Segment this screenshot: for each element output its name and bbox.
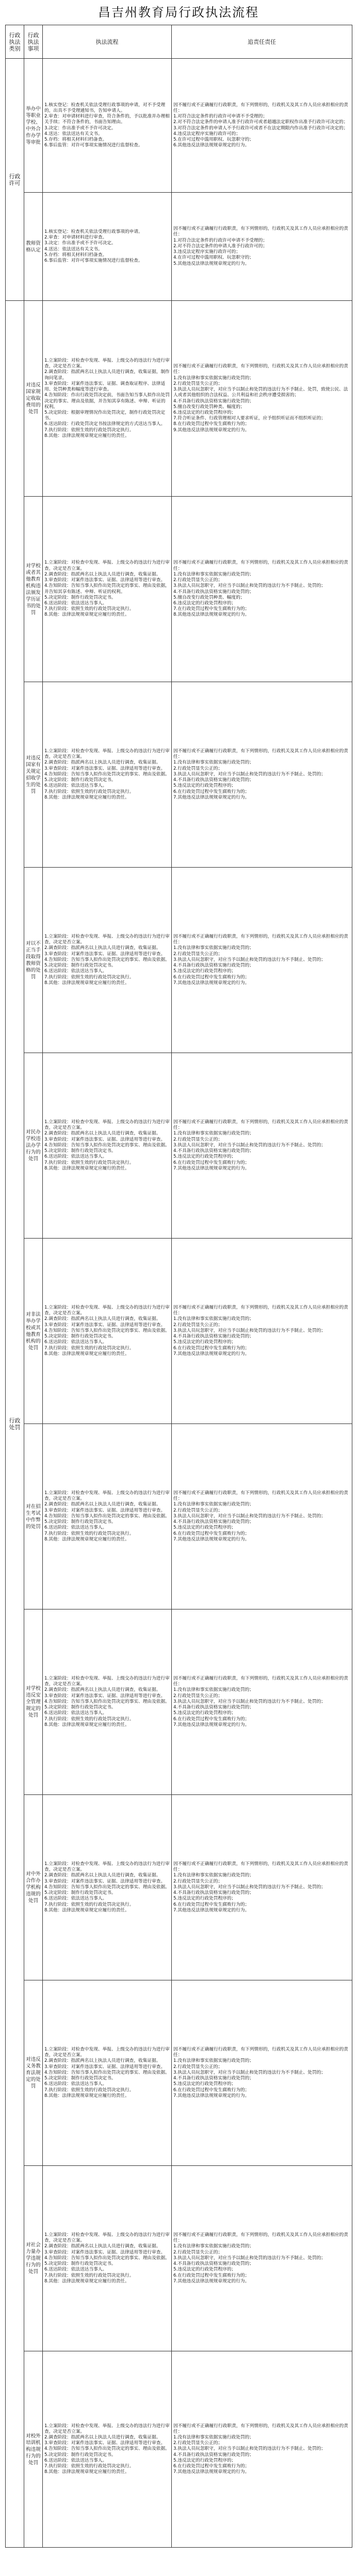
responsibility-clause: 5.违反法定的行政处罚程序的； bbox=[173, 1896, 236, 1902]
responsibility-clause: 4.不具备行政执法资格实施行政处罚的； bbox=[173, 2261, 254, 2267]
flow-step: 4.告知阶段：告知当事人拟作出处罚决定的事实、理由及依据，并告知其享有陈述、申辩、听证的权利。 bbox=[44, 583, 170, 595]
responsibility-clause: 7.在行政处罚过程中发生腐败行为的； bbox=[173, 606, 250, 612]
flow-step: 7.执行阶段：依照生效的行政处罚决定执行。 bbox=[44, 974, 134, 980]
responsibility-clause: 6.在行政处罚过程中发生腐败行为的； bbox=[173, 1902, 250, 1907]
responsibility-clause: 5.违反法定的行政处罚程序的； bbox=[173, 2081, 236, 2087]
responsibility-clause: 3.执法人员玩忽职守，对应当予以制止和处罚的违法行为不予制止、处罚的； bbox=[173, 1699, 326, 1704]
responsibility-clause: 3.对符合法定条件的申请人不予行政许可或者不在法定期限内作出准予行政许可决定的； bbox=[173, 125, 348, 131]
flow-step: 1.立案阶段：对检查中发现、举报、上级交办的违法行为进行审查，决定是否立案。 bbox=[44, 2232, 170, 2244]
flow-cell bbox=[43, 868, 172, 1053]
flow-step: 4.告知阶段：告知当事人拟作出处罚决定的事实、理由及依据。 bbox=[44, 1328, 170, 1333]
responsibility-cell bbox=[172, 59, 352, 193]
flow-step: 8.其他：法律法规规章规定应履行的责任。 bbox=[44, 2093, 129, 2098]
table-row bbox=[6, 1609, 352, 1795]
responsibility-clause: 5.在许可过程中滥用职权、玩忽职守的； bbox=[173, 137, 254, 142]
flow-step: 6.事后监管：对许可事项实施情况进行监督检查。 bbox=[44, 258, 143, 263]
flow-step: 2.调查阶段：指派两名以上执法人员进行调查，收集证据。 bbox=[44, 1502, 161, 1507]
responsibility-clause: 2.行政处罚显失公正的； bbox=[173, 1878, 223, 1884]
item-name-cell: 举办中等职业学校、中外合作办学等审批 bbox=[24, 59, 43, 193]
responsibility-clause: 2.行政处罚显失公正的； bbox=[173, 578, 223, 583]
flow-step: 8.其他：法律法规规章规定应履行的责任。 bbox=[44, 612, 129, 618]
responsibility-clause: 3.违反法定程序实施行政许可的； bbox=[173, 249, 240, 255]
flow-step: 4.告知阶段：告知当事人拟作出处罚决定的事实、理由及依据。 bbox=[44, 1699, 170, 1704]
flow-step: 3.审查阶段：对案件违法事实、证据、法律适用等进行审查。 bbox=[44, 1693, 166, 1699]
flow-step: 6.送达阶段：依法送达当事人。 bbox=[44, 1710, 107, 1716]
responsibility-clause: 3.执法人员玩忽职守，对应当予以制止和处罚的违法行为不予制止、处罚的； bbox=[173, 2255, 326, 2261]
responsibility-clause: 3.执法人员玩忽职守，对应当予以制止和处罚的违法行为不予制止、处罚的； bbox=[173, 1513, 326, 1519]
responsibility-cell bbox=[172, 497, 352, 682]
flow-step: 5.存档：将相关材料归档备查。 bbox=[44, 252, 107, 258]
flow-step: 2.调查阶段：指派两名以上执法人员进行调查，收集证据，制作询问笔录。 bbox=[44, 369, 170, 381]
responsibility-clause: 3.执法人员玩忽职守，对应当予以制止和处罚的违法行为不予制止、处罚的； bbox=[173, 2446, 326, 2452]
responsibility-clause: 4.不具备行政执法资格实施行政处罚的； bbox=[173, 777, 254, 783]
flow-step: 4.告知阶段：作出行政处罚决定前，书面告知当事人拟作出处罚决定的事实、理由及依据，并告知其享有陈述、申辩、听证的权利。 bbox=[44, 393, 170, 410]
responsibility-clause: 6.其他违反法律法规规章规定的行为。 bbox=[173, 143, 250, 148]
flow-step: 7.执行阶段：依照生效的行政处罚决定执行。 bbox=[44, 1531, 134, 1536]
flow-cell bbox=[43, 1239, 172, 1424]
flow-step: 5.决定阶段：制作行政处罚决定书。 bbox=[44, 1148, 116, 1154]
responsibility-clause: 2.行政处罚显失公正的； bbox=[173, 1507, 223, 1513]
responsibility-cell bbox=[172, 1053, 352, 1239]
flow-step: 8.其他：法律法规规章规定应履行的责任。 bbox=[44, 2278, 129, 2284]
flow-step: 8.其他：法律法规规章规定应履行的责任。 bbox=[44, 1536, 129, 1542]
flow-step: 1.立案阶段：对检查中发现、举报、上级交办的违法行为进行审查，决定是否立案。 bbox=[44, 934, 170, 945]
responsibility-clause: 7.其他违反法律法规规章规定的行为。 bbox=[173, 2469, 250, 2475]
responsibility-clause: 因不履行或不正确履行行政职责，有下列情形的，行政机关及其工作人员应承担相应的责任： bbox=[173, 934, 348, 945]
flow-step: 8.其他：法律法规规章规定应履行的责任。 bbox=[44, 2469, 129, 2475]
header-category: 行政执法类别 bbox=[6, 25, 24, 59]
flow-step: 8.其他：法律法规规章规定应履行的责任。 bbox=[44, 1351, 129, 1357]
flow-step: 1.立案阶段：对检查中发现、举报、上级交办的违法行为进行审查，决定是否立案。 bbox=[44, 2047, 170, 2058]
flow-step: 4.告知阶段：告知当事人拟作出处罚决定的事实、理由及依据。 bbox=[44, 771, 170, 777]
flow-step: 1.核实登记：检查机关依法受理行政事项的申请。 bbox=[44, 229, 143, 234]
flow-step: 1.立案阶段：对检查中发现、举报、上级交办的违法行为进行审查，决定是否立案。 bbox=[44, 1120, 170, 1131]
table-row bbox=[6, 2166, 352, 2351]
flow-step: 1.核实登记：检查机关依法受理行政事项的申请，对不予受理的，出具不予受理通知书，告知申请人。 bbox=[44, 102, 166, 113]
flow-cell bbox=[43, 59, 172, 193]
flow-step: 6.送达阶段：行政处罚决定书按法律规定的方式送达当事人。 bbox=[44, 421, 166, 427]
responsibility-cell bbox=[172, 2166, 352, 2351]
flow-cell bbox=[43, 193, 172, 301]
flow-step: 7.执行阶段：依照生效的行政处罚决定执行。 bbox=[44, 427, 134, 433]
responsibility-clause: 6.在行政处罚过程中发生腐败行为的； bbox=[173, 2087, 250, 2093]
flow-step: 7.执行阶段：依照生效的行政处罚决定执行。 bbox=[44, 606, 134, 612]
responsibility-clause: 7.符合听证条件、行政管理相对人要求听证，应予组织听证而不组织听证的； bbox=[173, 416, 326, 421]
table-row bbox=[6, 1980, 352, 2166]
item-name-cell: 对违反国家有关规定招收学生的处罚 bbox=[24, 682, 43, 868]
flow-step: 6.送达阶段：依法送达当事人。 bbox=[44, 2458, 107, 2463]
flow-step: 2.调查阶段：指派两名以上执法人员进行调查，收集证据。 bbox=[44, 1316, 161, 1322]
table-row bbox=[6, 59, 352, 193]
responsibility-clause: 1.没有法律和事实依据实施行政处罚的； bbox=[173, 2244, 254, 2249]
item-name-cell: 对校外培训机构违规行为的处罚 bbox=[24, 2351, 43, 2548]
responsibility-clause: 6.在行政处罚过程中发生腐败行为的； bbox=[173, 2464, 250, 2469]
flow-step: 1.立案阶段：对检查中发现、举报、上级交办的违法行为进行审查，决定是否立案。 bbox=[44, 358, 170, 369]
responsibility-clause: 1.没有法律和事实依据实施行政处罚的； bbox=[173, 1687, 254, 1693]
flow-step: 8.其他：法律法规规章规定应履行的责任。 bbox=[44, 1165, 129, 1171]
flow-step: 7.执行阶段：依照生效的行政处罚决定执行。 bbox=[44, 2464, 134, 2469]
flow-step: 7.执行阶段：依照生效的行政处罚决定执行。 bbox=[44, 1345, 134, 1351]
flow-step: 2.审查：对申请材料进行审查。 bbox=[44, 235, 107, 241]
header-responsibility: 追责任责任 bbox=[172, 25, 352, 59]
flow-cell bbox=[43, 1053, 172, 1239]
flow-step: 1.立案阶段：对检查中发现、举报、上级交办的违法行为进行审查，决定是否立案。 bbox=[44, 749, 170, 760]
flow-step: 3.审查阶段：对案件违法事实、证据、法律适用等进行审查。 bbox=[44, 2064, 166, 2070]
responsibility-clause: 1.没有法律和事实依据实施行政处罚的； bbox=[173, 1502, 254, 1507]
responsibility-clause: 2.对不符合法定条件的申请人准予行政许可或者超越法定职权作出准予行政许可决定的； bbox=[173, 120, 348, 125]
flow-step: 7.执行阶段：依照生效的行政处罚决定执行。 bbox=[44, 2273, 134, 2278]
flow-step: 6.送达阶段：依法送达当事人。 bbox=[44, 1896, 107, 1902]
responsibility-clause: 4.不具备行政执法资格实施行政处罚的； bbox=[173, 963, 254, 969]
flow-step: 3.审查阶段：对案件违法事实、证据、法律适用等进行审查。 bbox=[44, 951, 166, 957]
responsibility-cell bbox=[172, 193, 352, 301]
flow-step: 5.决定阶段：制作行政处罚决定书。 bbox=[44, 1890, 116, 1896]
flow-step: 8.其他：法律法规规章规定应履行的责任。 bbox=[44, 433, 129, 438]
responsibility-clause: 6.在行政处罚过程中发生腐败行为的； bbox=[173, 2273, 250, 2278]
responsibility-clause: 3.执法人员玩忽职守，对应当予以制止和处罚的违法行为不予制止、处罚的； bbox=[173, 1328, 326, 1333]
responsibility-clause: 5.违反法定的行政处罚程序的； bbox=[173, 1710, 236, 1716]
responsibility-clause: 4.违反法定程序实施行政许可的； bbox=[173, 131, 240, 137]
item-name-cell: 对中外合作办学机构违规的处罚 bbox=[24, 1795, 43, 1980]
responsibility-clause: 3.执法人员玩忽职守，对应当予以制止和处罚的违法行为不予制止、处罚的； bbox=[173, 2070, 326, 2075]
flow-step: 8.其他：法律法规规章规定应履行的责任。 bbox=[44, 1907, 129, 1913]
responsibility-clause: 7.其他违反法律法规规章规定的行为。 bbox=[173, 1722, 250, 1727]
flow-step: 1.立案阶段：对检查中发现、举报、上级交办的违法行为进行审查，决定是否立案。 bbox=[44, 1676, 170, 1687]
responsibility-cell bbox=[172, 1609, 352, 1795]
flow-step: 3.审查阶段：对案件违法事实、证据、法律适用等进行审查。 bbox=[44, 1878, 166, 1884]
flow-step: 4.告知阶段：告知当事人拟作出处罚决定的事实、理由及依据。 bbox=[44, 2446, 170, 2452]
flow-cell bbox=[43, 682, 172, 868]
responsibility-clause: 2.行政处罚显失公正的； bbox=[173, 381, 223, 386]
responsibility-clause: 6.在行政处罚过程中发生腐败行为的； bbox=[173, 1531, 250, 1536]
responsibility-clause: 因不履行或不正确履行行政职责，有下列情形的，行政机关及其工作人员应承担相应的责任： bbox=[173, 2232, 348, 2244]
table-row bbox=[6, 868, 352, 1053]
responsibility-clause: 1.没有法律和事实依据实施行政处罚的； bbox=[173, 2058, 254, 2064]
responsibility-clause: 2.行政处罚显失公正的； bbox=[173, 2249, 223, 2255]
responsibility-clause: 5.违反法定的行政处罚程序的； bbox=[173, 1154, 236, 1160]
responsibility-clause: 因不履行或不正确履行行政职责，有下列情形的，行政机关及其工作人员应承担相应的责任： bbox=[173, 1490, 348, 1502]
responsibility-clause: 2.对不符合法定条件的申请人准予行政许可的； bbox=[173, 243, 268, 249]
responsibility-clause: 5.其他违反法律法规规章规定的行为。 bbox=[173, 261, 250, 266]
responsibility-clause: 因不履行或不正确履行行政职责，有下列情形的，行政机关及其工作人员应承担相应的责任： bbox=[173, 2047, 348, 2058]
flow-step: 2.调查阶段：指派两名以上执法人员进行调查，收集证据。 bbox=[44, 2244, 161, 2249]
responsibility-clause: 7.其他违反法律法规规章规定的行为。 bbox=[173, 1165, 250, 1171]
flow-step: 6.送达阶段：依法送达当事人。 bbox=[44, 1525, 107, 1531]
responsibility-cell bbox=[172, 682, 352, 868]
flow-step: 2.调查阶段：指派两名以上执法人员进行调查，收集证据。 bbox=[44, 1131, 161, 1137]
responsibility-clause: 2.行政处罚显失公正的； bbox=[173, 2441, 223, 2446]
responsibility-cell bbox=[172, 2351, 352, 2548]
responsibility-clause: 7.其他违反法律法规规章规定的行为。 bbox=[173, 980, 250, 986]
responsibility-clause: 5.违反法定的行政处罚程序的； bbox=[173, 2458, 236, 2463]
item-name-cell: 对社会力量办学违规行为的处罚 bbox=[24, 2166, 43, 2351]
responsibility-clause: 因不履行或不正确履行行政职责，有下列情形的，行政机关及其工作人员应承担相应的责任： bbox=[173, 226, 348, 238]
responsibility-clause: 4.不具备行政执法资格实施行政处罚的； bbox=[173, 1519, 254, 1525]
flow-step: 4.送达：依法送达有关文书。 bbox=[44, 131, 103, 137]
flow-step: 7.执行阶段：依照生效的行政处罚决定执行。 bbox=[44, 1716, 134, 1722]
responsibility-clause: 6.在行政处罚过程中发生腐败行为的； bbox=[173, 1716, 250, 1722]
flow-step: 1.立案阶段：对检查中发现、举报、上级交办的违法行为进行审查，决定是否立案。 bbox=[44, 2423, 170, 2434]
responsibility-clause: 8.其他违反法律法规规章规定的行为。 bbox=[173, 612, 250, 618]
responsibility-clause: 因不履行或不正确履行行政职责，有下列情形的，行政机关及其工作人员应承担相应的责任： bbox=[173, 560, 348, 571]
responsibility-clause: 7.其他违反法律法规规章规定的行为。 bbox=[173, 794, 250, 800]
category-cell: 行政处罚 bbox=[6, 301, 24, 2548]
flow-step: 2.调查阶段：指派两名以上执法人员进行调查，收集证据。 bbox=[44, 760, 161, 766]
responsibility-clause: 2.行政处罚显失公正的； bbox=[173, 951, 223, 957]
responsibility-cell bbox=[172, 301, 352, 497]
flow-step: 3.审查阶段：对案件违法事实、证据、法律适用等进行审查。 bbox=[44, 1322, 166, 1328]
responsibility-clause: 4.不具备行政执法资格实施行政处罚的； bbox=[173, 1890, 254, 1896]
item-name-cell: 对在招生考试中作弊的处罚 bbox=[24, 1424, 43, 1609]
responsibility-clause: 6.在行政处罚过程中发生腐败行为的； bbox=[173, 1345, 250, 1351]
responsibility-clause: 1.没有法律和事实依据实施行政处罚的； bbox=[173, 1316, 254, 1322]
item-name-cell: 对以不正当手段取得教师资格的处罚 bbox=[24, 868, 43, 1053]
responsibility-cell bbox=[172, 1795, 352, 1980]
flow-step: 5.决定阶段：制作行政处罚决定书。 bbox=[44, 1519, 116, 1525]
flow-step: 6.送达阶段：依法送达当事人。 bbox=[44, 969, 107, 974]
responsibility-clause: 2.行政处罚显失公正的； bbox=[173, 2064, 223, 2070]
responsibility-clause: 因不履行或不正确履行行政职责，有下列情形的，行政机关及其工作人员应承担相应的责任： bbox=[173, 364, 348, 375]
responsibility-clause: 因不履行或不正确履行行政职责，有下列情形的，行政机关及其工作人员应承担相应的责任： bbox=[173, 1676, 348, 1687]
flow-step: 5.存档：将相关材料归档备查。 bbox=[44, 137, 107, 142]
category-cell: 行政许可 bbox=[6, 59, 24, 301]
flow-step: 2.调查阶段：指派两名以上执法人员进行调查，收集证据。 bbox=[44, 571, 161, 577]
responsibility-clause: 1.对符合法定条件的行政许可申请不予受理的； bbox=[173, 238, 268, 243]
flow-step: 5.决定阶段：制作行政处罚决定书。 bbox=[44, 963, 116, 969]
responsibility-clause: 9.其他违反法律法规规章规定的行为。 bbox=[173, 427, 250, 433]
responsibility-clause: 5.擅自改变行政处罚种类、幅度的； bbox=[173, 595, 245, 600]
flow-step: 5.决定阶段：制作行政处罚决定书。 bbox=[44, 777, 116, 783]
flow-step: 8.其他：法律法规规章规定应履行的责任。 bbox=[44, 794, 129, 800]
flow-step: 3.审查阶段：对案件违法事实、证据、法律适用等进行审查。 bbox=[44, 2249, 166, 2255]
responsibility-clause: 4.在许可过程中滥用职权、玩忽职守的； bbox=[173, 255, 254, 261]
flow-step: 5.决定阶段：制作行政处罚决定书。 bbox=[44, 2261, 116, 2267]
flow-step: 6.送达阶段：依法送达当事人。 bbox=[44, 2081, 107, 2087]
responsibility-clause: 3.执法人员玩忽职守，对应当予以制止和处罚的违法行为不予制止、处罚，致使公民、法人或者其他组织的合法权益、公共利益和社会秩序遭受损害的； bbox=[173, 387, 348, 398]
responsibility-clause: 因不履行或不正确履行行政职责，有下列情形的，行政机关及其工作人员应承担相应的责任： bbox=[173, 1861, 348, 1873]
item-name-cell: 教师资格认定 bbox=[24, 193, 43, 301]
responsibility-clause: 6.违反法定的行政处罚程序的； bbox=[173, 410, 236, 415]
responsibility-cell bbox=[172, 1424, 352, 1609]
flow-step: 1.立案阶段：对检查中发现、举报、上级交办的违法行为进行审查，决定是否立案。 bbox=[44, 1305, 170, 1316]
header-flow: 执法流程 bbox=[43, 25, 172, 59]
flow-cell bbox=[43, 1609, 172, 1795]
flow-step: 3.审查阶段：对案件违法事实、证据、法律适用等进行审查。 bbox=[44, 1507, 166, 1513]
responsibility-clause: 1.没有法律和事实依据实施行政处罚的； bbox=[173, 375, 254, 381]
responsibility-clause: 1.对符合法定条件的行政许可申请不予受理的； bbox=[173, 114, 268, 120]
flow-step: 4.告知阶段：告知当事人拟作出处罚决定的事实、理由及依据。 bbox=[44, 2070, 170, 2075]
flow-step: 5.决定阶段：制作行政处罚决定书。 bbox=[44, 2076, 116, 2081]
flow-step: 8.其他：法律法规规章规定应履行的责任。 bbox=[44, 1722, 129, 1727]
responsibility-clause: 5.违反法定的行政处罚程序的； bbox=[173, 1340, 236, 1345]
flow-step: 5.决定阶段：制作行政处罚决定书。 bbox=[44, 1334, 116, 1340]
flow-step: 4.告知阶段：告知当事人拟作出处罚决定的事实、理由及依据。 bbox=[44, 957, 170, 962]
responsibility-clause: 因不履行或不正确履行行政职责，有下列情形的，行政机关及其工作人员应承担相应的责任： bbox=[173, 1120, 348, 1131]
flow-cell bbox=[43, 2166, 172, 2351]
item-name-cell: 对违反义务教育法规定的处罚 bbox=[24, 1980, 43, 2166]
responsibility-clause: 6.在行政处罚过程中发生腐败行为的； bbox=[173, 789, 250, 794]
responsibility-clause: 5.违反法定的行政处罚程序的； bbox=[173, 1525, 236, 1531]
responsibility-clause: 4.不具备行政执法资格实施行政处罚的； bbox=[173, 2452, 254, 2458]
flow-step: 5.决定阶段：制作行政处罚决定书。 bbox=[44, 595, 116, 600]
flow-step: 5.决定阶段：制作行政处罚决定书。 bbox=[44, 2452, 116, 2458]
page-title: 昌吉州教育局行政执法流程 bbox=[98, 5, 259, 20]
responsibility-clause: 6.在行政处罚过程中发生腐败行为的； bbox=[173, 974, 250, 980]
flow-step: 2.调查阶段：指派两名以上执法人员进行调查，收集证据。 bbox=[44, 2058, 161, 2064]
table-row bbox=[6, 682, 352, 868]
responsibility-clause: 7.其他违反法律法规规章规定的行为。 bbox=[173, 1351, 250, 1357]
flow-cell bbox=[43, 301, 172, 497]
flow-step: 6.送达阶段：依法送达当事人。 bbox=[44, 600, 107, 606]
responsibility-clause: 4.不具备行政执法资格实施行政处罚的； bbox=[173, 1334, 254, 1340]
table-row bbox=[6, 193, 352, 301]
flow-step: 3.审查阶段：对案件违法事实、证据、法律适用等进行审查。 bbox=[44, 1137, 166, 1142]
flow-cell bbox=[43, 1424, 172, 1609]
item-name-cell: 对学校或者其他教育机构违法颁发学历证书的处罚 bbox=[24, 497, 43, 682]
flow-step: 6.送达阶段：依法送达当事人。 bbox=[44, 1154, 107, 1160]
responsibility-clause: 7.其他违反法律法规规章规定的行为。 bbox=[173, 2278, 250, 2284]
flow-step: 5.决定阶段：制作行政处罚决定书。 bbox=[44, 1705, 116, 1710]
flow-step: 4.告知阶段：告知当事人拟作出处罚决定的事实、理由及依据。 bbox=[44, 1884, 170, 1890]
flow-cell bbox=[43, 1980, 172, 2166]
responsibility-clause: 5.违反法定的行政处罚程序的； bbox=[173, 969, 236, 974]
flow-step: 7.执行阶段：依照生效的行政处罚决定执行。 bbox=[44, 789, 134, 794]
flow-step: 3.决定：作出准予或不予许可决定。 bbox=[44, 241, 116, 246]
item-name-cell: 对违反国家规定收取费用的处罚 bbox=[24, 301, 43, 497]
responsibility-clause: 1.没有法律和事实依据实施行政处罚的； bbox=[173, 760, 254, 766]
item-name-cell: 对民办学校违法办学行为的处罚 bbox=[24, 1053, 43, 1239]
responsibility-clause: 因不履行或不正确履行行政职责，有下列情形的，行政机关及其工作人员应承担相应的责任： bbox=[173, 2423, 348, 2434]
table-row bbox=[6, 2351, 352, 2548]
flow-step: 2.调查阶段：指派两名以上执法人员进行调查，收集证据。 bbox=[44, 2434, 161, 2440]
flow-step: 3.审查阶段：对案件违法事实、证据、调查取证程序、法律适用、处罚种类和幅度等进行审查。 bbox=[44, 381, 166, 393]
flow-step: 1.立案阶段：对检查中发现、举报、上级交办的违法行为进行审查，决定是否立案。 bbox=[44, 560, 170, 571]
responsibility-clause: 4.不具备行政执法资格实施行政处罚的； bbox=[173, 589, 254, 595]
flow-step: 6.事后监管：对许可事项实施情况进行监督检查。 bbox=[44, 143, 143, 148]
flow-step: 6.送达阶段：依法送达当事人。 bbox=[44, 1340, 107, 1345]
responsibility-clause: 1.没有法律和事实依据实施行政处罚的； bbox=[173, 1131, 254, 1137]
responsibility-clause: 6.违反法定的行政处罚程序的； bbox=[173, 600, 236, 606]
table-row bbox=[6, 497, 352, 682]
responsibility-clause: 3.执法人员玩忽职守，对应当予以制止和处罚的违法行为不予制止、处罚的； bbox=[173, 771, 326, 777]
flow-cell bbox=[43, 497, 172, 682]
flow-step: 4.送达：依法送达有关文书。 bbox=[44, 246, 103, 252]
responsibility-clause: 4.不具备行政执法资格实施行政处罚的； bbox=[173, 1705, 254, 1710]
flow-step: 6.送达阶段：依法送达当事人。 bbox=[44, 783, 107, 789]
flow-step: 7.执行阶段：依照生效的行政处罚决定执行。 bbox=[44, 2087, 134, 2093]
table-row bbox=[6, 1053, 352, 1239]
flow-step: 2.审查：对申请材料进行审查，符合条件的，予以批准并办理相关手续；不符合条件的，书面告知理由。 bbox=[44, 114, 170, 125]
item-name-cell: 对非法举办学校或其他教育机构的处罚 bbox=[24, 1239, 43, 1424]
flow-step: 2.调查阶段：指派两名以上执法人员进行调查，收集证据。 bbox=[44, 1873, 161, 1878]
responsibility-clause: 3.执法人员玩忽职守，对应当予以制止和处罚的违法行为不予制止、处罚的； bbox=[173, 957, 326, 962]
enforcement-table bbox=[5, 25, 352, 2548]
flow-step: 1.立案阶段：对检查中发现、举报、上级交办的违法行为进行审查，决定是否立案。 bbox=[44, 1861, 170, 1873]
flow-step: 1.立案阶段：对检查中发现、举报、上级交办的违法行为进行审查，决定是否立案。 bbox=[44, 1490, 170, 1502]
responsibility-clause: 1.没有法律和事实依据实施行政处罚的； bbox=[173, 945, 254, 951]
responsibility-cell bbox=[172, 1980, 352, 2166]
responsibility-clause: 1.没有法律和事实依据实施行政处罚的； bbox=[173, 2434, 254, 2440]
responsibility-clause: 因不履行或不正确履行行政职责，有下列情形的，行政机关及其工作人员应承担相应的责任： bbox=[173, 749, 348, 760]
responsibility-clause: 因不履行或不正确履行行政职责，有下列情形的，行政机关及其工作人员应承担相应的责任： bbox=[173, 102, 348, 113]
responsibility-clause: 5.违反法定的行政处罚程序的； bbox=[173, 783, 236, 789]
responsibility-clause: 3.执法人员玩忽职守，对应当予以制止和处罚的违法行为不予制止、处罚的； bbox=[173, 1142, 326, 1148]
responsibility-cell bbox=[172, 868, 352, 1053]
flow-cell bbox=[43, 2351, 172, 2548]
responsibility-clause: 7.其他违反法律法规规章规定的行为。 bbox=[173, 1907, 250, 1913]
responsibility-cell bbox=[172, 1239, 352, 1424]
flow-step: 2.调查阶段：指派两名以上执法人员进行调查，收集证据。 bbox=[44, 1687, 161, 1693]
flow-step: 3.决定：作出准予或不予许可决定。 bbox=[44, 125, 116, 131]
flow-step: 3.审查阶段：对案件违法事实、证据、法律适用等进行审查。 bbox=[44, 578, 166, 583]
responsibility-clause: 3.执法人员玩忽职守，对应当予以制止和处罚的违法行为不予制止、处罚的； bbox=[173, 583, 326, 589]
responsibility-clause: 4.不具备行政执法资格实施行政处罚的； bbox=[173, 2076, 254, 2081]
responsibility-clause: 5.擅自改变行政处罚种类、幅度的； bbox=[173, 404, 245, 410]
responsibility-clause: 7.其他违反法律法规规章规定的行为。 bbox=[173, 1536, 250, 1542]
header-item: 行政执法事项 bbox=[24, 25, 43, 59]
flow-cell bbox=[43, 1795, 172, 1980]
responsibility-clause: 2.行政处罚显失公正的； bbox=[173, 1693, 223, 1699]
responsibility-clause: 1.没有法律和事实依据实施行政处罚的； bbox=[173, 1873, 254, 1878]
responsibility-clause: 因不履行或不正确履行行政职责，有下列情形的，行政机关及其工作人员应承担相应的责任： bbox=[173, 1305, 348, 1316]
table-row bbox=[6, 1239, 352, 1424]
responsibility-clause: 2.行政处罚显失公正的； bbox=[173, 766, 223, 771]
flow-step: 4.告知阶段：告知当事人拟作出处罚决定的事实、理由及依据。 bbox=[44, 2255, 170, 2261]
responsibility-clause: 1.没有法律和事实依据实施行政处罚的； bbox=[173, 571, 254, 577]
responsibility-clause: 2.行政处罚显失公正的； bbox=[173, 1137, 223, 1142]
flow-step: 3.审查阶段：对案件违法事实、证据、法律适用等进行审查。 bbox=[44, 766, 166, 771]
table-header-row bbox=[6, 25, 352, 59]
responsibility-clause: 5.违反法定的行政处罚程序的； bbox=[173, 2267, 236, 2273]
flow-step: 6.送达阶段：依法送达当事人。 bbox=[44, 2267, 107, 2273]
responsibility-clause: 4.不具备行政执法资格实施行政处罚的； bbox=[173, 1148, 254, 1154]
flow-step: 3.审查阶段：对案件违法事实、证据、法律适用等进行审查。 bbox=[44, 2441, 166, 2446]
table-row bbox=[6, 1424, 352, 1609]
flow-step: 4.告知阶段：告知当事人拟作出处罚决定的事实、理由及依据。 bbox=[44, 1142, 170, 1148]
table-row bbox=[6, 301, 352, 497]
flow-step: 7.执行阶段：依照生效的行政处罚决定执行。 bbox=[44, 1160, 134, 1165]
table-row bbox=[6, 1795, 352, 1980]
flow-step: 2.调查阶段：指派两名以上执法人员进行调查，收集证据。 bbox=[44, 945, 161, 951]
responsibility-clause: 7.其他违反法律法规规章规定的行为。 bbox=[173, 2093, 250, 2098]
responsibility-clause: 3.执法人员玩忽职守，对应当予以制止和处罚的违法行为不予制止、处罚的； bbox=[173, 1884, 326, 1890]
flow-step: 5.决定阶段：根据审理情况作出处罚决定，制作行政处罚决定书。 bbox=[44, 410, 166, 421]
flow-step: 7.执行阶段：依照生效的行政处罚决定执行。 bbox=[44, 1902, 134, 1907]
responsibility-clause: 2.行政处罚显失公正的； bbox=[173, 1322, 223, 1328]
responsibility-clause: 4.不具备行政执法资格实施行政处罚的； bbox=[173, 398, 254, 404]
item-name-cell: 对学校违反安全管理规定的处罚 bbox=[24, 1609, 43, 1795]
flow-step: 8.其他：法律法规规章规定应履行的责任。 bbox=[44, 980, 129, 986]
flow-step: 4.告知阶段：告知当事人拟作出处罚决定的事实、理由及依据。 bbox=[44, 1513, 170, 1519]
responsibility-clause: 6.在行政处罚过程中发生腐败行为的； bbox=[173, 1160, 250, 1165]
table-body bbox=[6, 59, 352, 2548]
responsibility-clause: 8.在行政处罚过程中发生腐败行为的； bbox=[173, 421, 250, 427]
